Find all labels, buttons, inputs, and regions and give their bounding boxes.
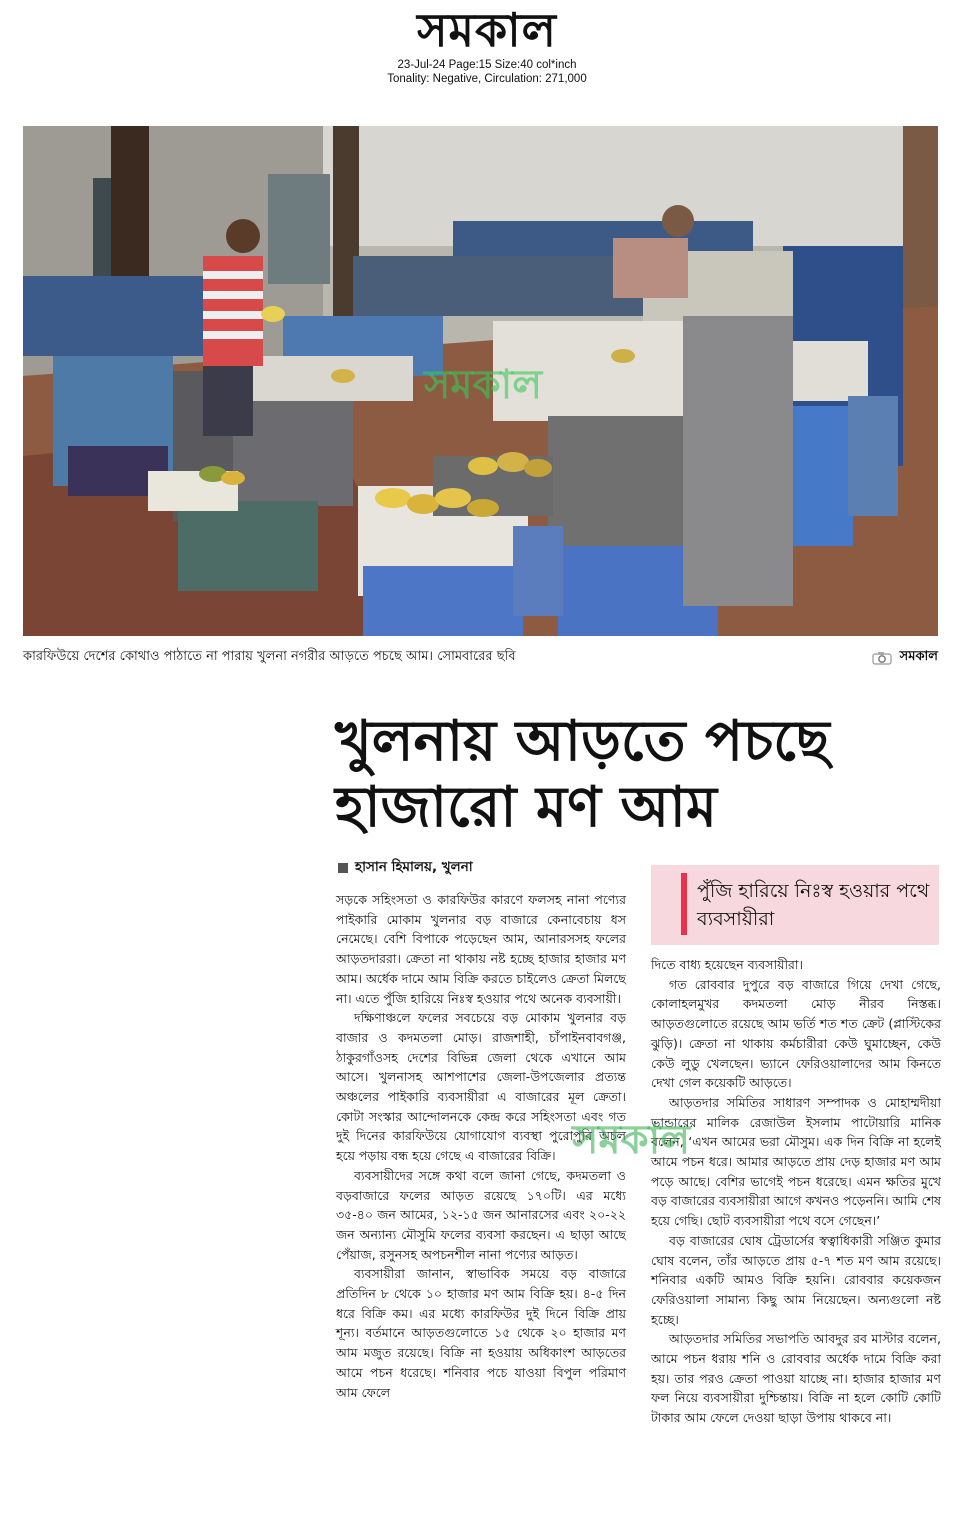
paragraph: বড় বাজারের ঘোষ ট্রেডার্সের স্বত্বাধিকারী সঞ্জিত কুমার ঘোষ বলেন, তাঁর আড়তে প্রায় ৫-৭ শত মণ আম রয়েছে। শনিবার একটি আমও বিক্রি হয়নি। রোববার কয়েকজন ফেরিওয়ালা সামান্য কিছু আম নিয়েছেন। অন্যগুলো নষ্ট হচ্ছে। <box>651 1232 941 1327</box>
pullquote-text: পুঁজি হারিয়ে নিঃস্ব হওয়ার পথে ব্যবসায়ীরা <box>697 880 930 930</box>
headline-line-2: হাজারো মণ আম <box>335 774 717 840</box>
camera-icon <box>872 651 892 665</box>
photo-caption: কারফিউয়ে দেশের কোথাও পাঠাতে না পারায় খুলনা নগরীর আড়তে পচছে আম। সোমবারের ছবি <box>23 649 516 664</box>
photo-watermark: সমকাল <box>423 361 543 408</box>
news-photo <box>23 126 938 636</box>
paragraph: সড়কে সহিংসতা ও কারফিউর কারণে ফলসহ নানা পণ্যের পাইকারি মোকাম খুলনার বড় বাজারে কেনাবেচায় ধস নেমেছে। বেশি বিপাকে পড়েছেন আম, আনারসসহ ফলের আড়তদাররা। ক্রেতা না থাকায় নষ্ট হচ্ছে হাজার হাজার মণ আম। অর্ধেক দামে আম বিক্রি করতে চাইলেও ক্রেতা মিলছে না। এতে পুঁজি হারিয়ে নিঃস্ব হওয়ার পথে অনেক ব্যবসায়ী। <box>336 892 626 1006</box>
photo-credit <box>872 647 938 668</box>
article-column-1 <box>336 890 626 1495</box>
paragraph: আড়তদার সমিতির সভাপতি আবদুর রব মাস্টার বলেন, আমে পচন ধরায় শনি ও রোববার অর্ধেক দামে বিক্রি করা হয়। তার পরও ক্রেতা পাওয়া যাচ্ছে না। হাজার হাজার মণ ফল নিয়ে ব্যবসায়ীরা দুশ্চিন্তায়। বিক্রি না হলে কোটি কোটি টাকার আম ফেলে দেওয়া ছাড়া উপায় থাকবে না। <box>651 1331 941 1426</box>
clipping-tonality-line: Tonality: Negative, Circulation: 271,000 <box>387 73 587 85</box>
byline-text: হাসান হিমালয়, খুলনা <box>355 859 473 875</box>
paragraph: ব্যবসায়ীরা জানান, স্বাভাবিক সময়ে বড় বাজারে প্রতিদিন ৮ থেকে ১০ হাজার মণ আম বিক্রি হয়। ৪-৫ দিন ধরে বিক্রি কম। এর মধ্যে কারফিউর দুই দিনে বিক্রি প্রায় শূন্য। বর্তমানে আড়তগুলোতে ১৫ থেকে ২০ হাজার মণ আম মজুত রয়েছে। বিক্রি না হওয়ায় অধিকাংশ আড়তের আমে পচন ধরেছে। শনিবার পচে যাওয়া বিপুল পরিমাণ আম ফেলে <box>336 1266 626 1400</box>
paragraph: ব্যবসায়ীদের সঙ্গে কথা বলে জানা গেছে, কদমতলা ও বড়বাজারে ফলের আড়ত রয়েছে ১৭০টি। এর মধ্যে ৩৫-৪০ জন আমের, ১২-১৫ জন আনারসের এবং ২০-২২ জন অন্যান্য মৌসুমি ফলের ব্যবসা করছেন। এ ছাড়া আছে পেঁয়াজ, রসুনসহ অপচনশীল নানা পণ্যের আড়ত। <box>336 1167 626 1262</box>
newspaper-logo: সমকাল <box>417 3 557 57</box>
photo-credit-text: সমকাল <box>899 649 938 664</box>
byline <box>338 856 473 879</box>
paragraph: আড়তদার সমিতির সাধারণ সম্পাদক ও মোহাম্মদীয়া ভান্ডারের মালিক রেজাউল ইসলাম পাটোয়ারি মানিক বলেন, ‘এখন আমের ভরা মৌসুম। এক দিন বিক্রি না হলেই আমে পচন ধরে। আমার আড়তে প্রায় দেড় হাজার মণ আম পড়ে আছে। বেশির ভাগেই পচন ধরেছে। এমন ক্ষতির মুখে বড় বাজারের ব্যবসায়ীরা আগে কখনও পড়েননি। আমি শেষ হয়ে গেছি। ছোট ব্যবসায়ীরা পথে বসে গেছেন।’ <box>651 1094 941 1229</box>
pullquote-box <box>651 865 939 945</box>
byline-square-icon <box>338 863 348 873</box>
headline-line-1: খুলনায় আড়তে পচছে <box>335 708 830 774</box>
article-column-2 <box>651 955 941 1495</box>
clipping-date-line: 23-Jul-24 Page:15 Size:40 col*inch <box>397 59 577 71</box>
pullquote-accent-bar <box>681 873 687 935</box>
paragraph: গত রোববার দুপুরে বড় বাজারে গিয়ে দেখা গেছে, কোলাহলমুখর কদমতলা মোড় নীরব নিস্তব্ধ। আড়তগুলোতে রয়েছে আম ভর্তি শত শত ক্রেট (প্লাস্টিকের ঝুড়ি)। ক্রেতা না থাকায় কর্মচারীরা কেউ ঘুমাচ্ছেন, কেউ কেউ লুডু খেলছেন। ভ্যানে ফেরিওয়ালাদের আম কিনতে দেখা গেল কয়েকটি আড়তে। <box>651 976 941 1091</box>
masthead <box>0 2 974 86</box>
article-headline <box>335 708 945 840</box>
paragraph: দিতে বাধ্য হয়েছেন ব্যবসায়ীরা। <box>651 957 804 972</box>
photo-caption-row <box>23 647 938 668</box>
text-watermark: সমকাল <box>572 1116 691 1163</box>
mango-warehouse-photo <box>23 126 938 636</box>
paragraph: দক্ষিণাঞ্চলে ফলের সবচেয়ে বড় মোকাম খুলনার বড় বাজার ও কদমতলা মোড়। রাজশাহী, চাঁপাইনবাবগঞ্জ, ঠাকুরগাঁওসহ দেশের বিভিন্ন জেলা থেকে এখানে আম আসে। খুলনাসহ আশপাশের জেলা-উপজেলার প্রত্যন্ত অঞ্চলের পাইকারি ব্যবসায়ীরা এ বাজারের মূল ক্রেতা। কোটা সংস্কার আন্দোলনকে কেন্দ্র করে সহিংসতা এবং গত দুই দিনের কারফিউয়ে যোগাযোগ ব্যবস্থা পুরোপুরি অচল হয়ে পড়ায় বন্ধ হয়ে গেছে এ বাজারের বিক্রি। <box>336 1010 626 1164</box>
